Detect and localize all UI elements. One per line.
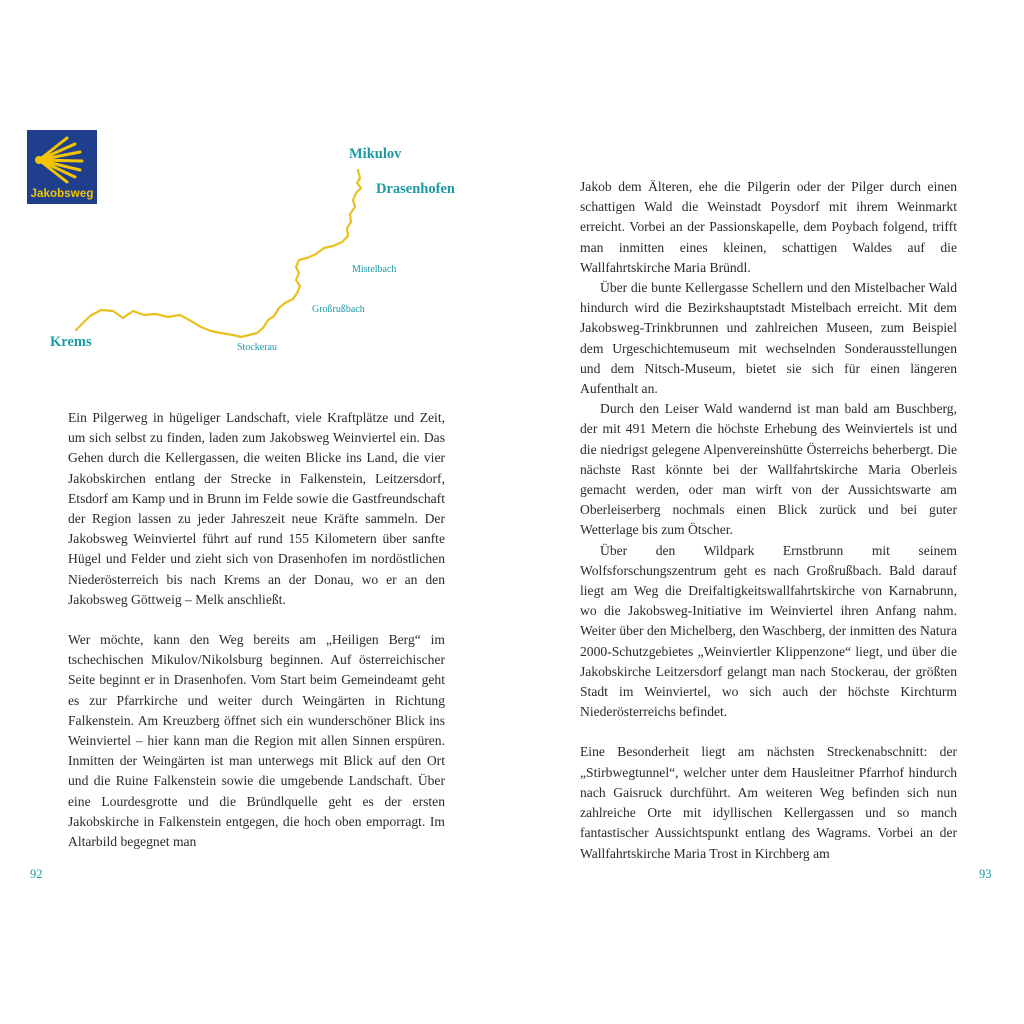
map-label-mistelbach: Mistelbach bbox=[352, 264, 397, 275]
map-label-grossrussbach: Großrußbach bbox=[312, 304, 365, 315]
logo-label: Jakobsweg bbox=[30, 188, 94, 200]
page-number: 92 bbox=[30, 867, 43, 881]
page-number: 93 bbox=[979, 867, 992, 881]
left-page-text bbox=[68, 408, 445, 852]
paragraph: Über die bunte Kellergasse Schellern und den Mistelbacher Wald hindurch wird die Bezirkshauptstadt Mistelbach erreicht. Mit dem Jakobsweg-Trinkbrunnen und zahlreichen Museen, zum Beispiel dem Urgeschichtemuseum mit wechselnden Sonderausstellungen und dem Nitsch-Museum, bietet sie sich für einen längeren Aufenthalt an. bbox=[580, 280, 957, 397]
map-label-drasenhofen: Drasenhofen bbox=[376, 181, 455, 197]
paragraph: Durch den Leiser Wald wandernd ist man bald am Buschberg, der mit 491 Metern die höchste Erhebung des Weinviertels ist und die niedrigst gelegene Alpenvereinshütte Österreichs beherbergt. Die nächste Rast könnte bei der Wallfahrtskirche Maria Oberleis gemacht werden, oder man wirft von der Aussichtswarte am Oberleiserberg nochmals einen Blick zurück und bei guter Wetterlage bis zum Ötscher. bbox=[580, 401, 957, 538]
map-label-krems: Krems bbox=[50, 334, 92, 350]
paragraph: Über den Wildpark Ernstbrunn mit seinem Wolfsforschungszentrum geht es nach Großrußbach. Bald darauf liegt am Weg die Dreifaltigkeitswallfahrtskirche von Karnabrunn, wo die Jakobsweg-Initiative im Weinviertel ihren Anfang nahm. Weiter über den Michelberg, den Waschberg, der inmitten des Natura 2000-Schutzgebietes „Weinviertler Klippenzone“ liegt, und über die Jakobskirche Leitzersdorf gelangt man nach Stockerau, der größten Stadt im Weinviertel, wo sich auch der höchste Kirchturm Niederösterreichs befindet. bbox=[580, 542, 957, 720]
paragraph: Wer möchte, kann den Weg bereits am „Heiligen Berg“ im tschechischen Mikulov/Nikolsburg beginnen. Auf österreichischer Seite beginnt er in Drasenhofen. Vom Start beim Gemeindeamt geht es zur Pfarrkirche und weiter durch Weingärten in Richtung Falkenstein. Am Kreuzberg öffnet sich ein wunderschöner Blick ins Weinviertel – hier kann man die Region mit allen Sinnen erspüren. Inmitten der Weingärten ist man unterwegs mit Blick auf den Ort und die Ruine Falkenstein sowie die umgebende Landschaft. Über eine Lourdesgrotte und die Bründlquelle geht es der ersten Jakobskirche in Falkenstein entgegen, die hoch oben emporragt. Im Altarbild begegnet man bbox=[68, 632, 445, 850]
right-page bbox=[512, 0, 1024, 1024]
map-label-stockerau: Stockerau bbox=[237, 342, 277, 353]
map-label-mikulov: Mikulov bbox=[349, 146, 402, 162]
paragraph: Ein Pilgerweg in hügeliger Landschaft, viele Kraftplätze und Zeit, um sich selbst zu finden, laden zum Jakobsweg Weinviertel ein. Das Gehen durch die Kellergassen, die weiten Blicke ins Land, die vier Jakobskirchen entlang der Strecke in Falkenstein, Leitzersdorf, Etsdorf am Kamp und in Brunn im Felde sowie die Gastfreundschaft der Region lassen zu jeder Jahreszeit neue Kräfte sammeln. Der Jakobsweg Weinviertel führt auf rund 155 Kilometern über sanfte Hügel und Felder und zieht sich von Drasenhofen im nordöstlichen Niederösterreich bis nach Krems an der Donau, wo er an den Jakobsweg Göttweig – Melk anschließt. bbox=[68, 410, 445, 607]
paragraph: Eine Besonderheit liegt am nächsten Streckenabschnitt: der „Stirbwegtunnel“, welcher unter dem Hausleitner Pfarrhof hindurch nach Gaisruck durchführt. Am weiteren Weg befinden sich nun zahlreiche Orte mit idyllischen Kellergassen und so manch fantastischer Aussichtspunkt entlang des Wagrams. Vorbei an der Wallfahrtskirche Maria Trost in Kirchberg am bbox=[580, 744, 957, 861]
right-page-text bbox=[580, 177, 957, 864]
paragraph: Jakob dem Älteren, ehe die Pilgerin oder der Pilger durch einen schattigen Wald die Weinstadt Poysdorf mit ihrem Weinmarkt erreicht. Vorbei an der Passionskapelle, dem Poybach folgend, trifft man inmitten eines kleinen, schattigen Waldes auf die Wallfahrtskirche Maria Bründl. bbox=[580, 179, 957, 275]
